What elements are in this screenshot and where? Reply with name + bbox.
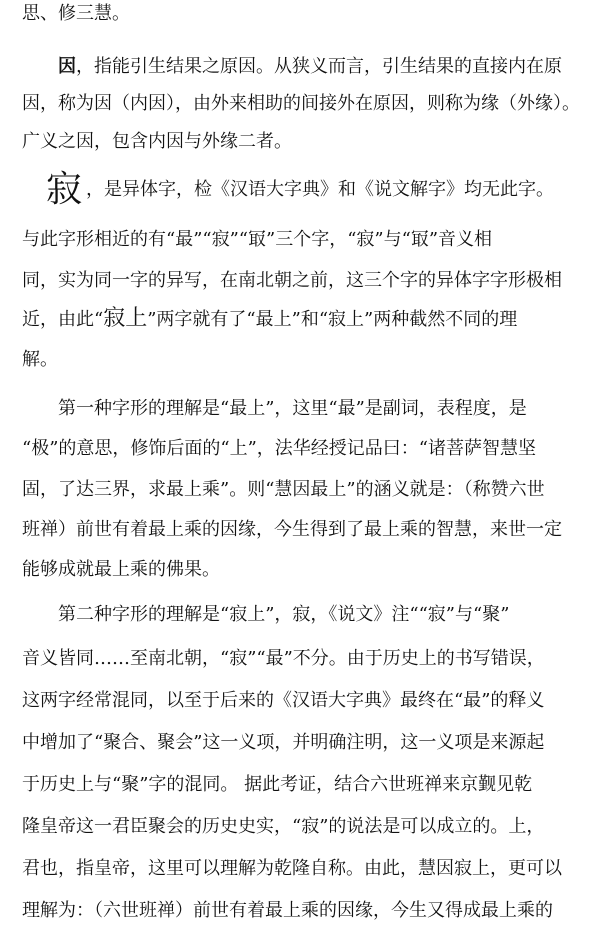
- text-line: 同，实为同一字的异写，在南北朝之前，这三个字的异体字字形极相: [22, 270, 562, 291]
- variant-character-line: [22, 169, 585, 210]
- variant-character-glyph: 寂: [46, 169, 83, 210]
- text-line: 因，称为因（内因），由外来相助的间接外在原因，则称为缘（外缘）。: [22, 93, 580, 114]
- text-line: 能够成就最上乘的佛果。: [22, 559, 220, 580]
- text-line: 固，了达三界，求最上乘”。则“慧因最上”的涵义就是：（称赞六世: [22, 479, 545, 500]
- text-line: 隆皇帝这一君臣聚会的历史史实，“寂”的说法是可以成立的。上，: [22, 816, 545, 837]
- text-line: 第二种字形的理解是“寂上”，寂，《说文》注““寂”与“聚”: [58, 604, 510, 625]
- bold-term-yin: 因: [58, 56, 76, 77]
- text-segment: 近，由此“: [22, 309, 104, 330]
- text-line: 解。: [22, 349, 58, 370]
- text-line: 于历史上与“聚”字的混同。 据此考证，结合六世班禅来京觐见乾: [22, 774, 533, 795]
- text-line: 广义之因，包含内因与外缘二者。: [22, 131, 292, 152]
- text-line: 君也，指皇帝，这里可以理解为乾隆自称。由此，慧因寂上，更可以: [22, 858, 562, 879]
- text-line: “极”的意思，修饰后面的“上”，法华经授记品曰：“诸菩萨智慧坚: [22, 438, 537, 459]
- paragraph-yin-line: [22, 55, 585, 79]
- text-line: 音义皆同……至南北朝，“寂”“最”不分。由于历史上的书写错误，: [22, 648, 545, 669]
- text-line: 思、修三慧。: [22, 3, 130, 24]
- text-line-rest: ，是异体字，检《汉语大字典》和《说文解字》均无此字。: [86, 179, 555, 200]
- text-line: 中增加了“聚合、聚会”这一义项，并明确注明，这一义项是来源起: [22, 732, 545, 753]
- inline-variant-glyph: 寂上: [103, 306, 148, 331]
- text-line-rest: ，指能引生结果之原因。从狭义而言，引生结果的直接内在原: [76, 56, 562, 77]
- text-line: 与此字形相近的有“最”“寂”“冣”三个字，“寂”与“冣”音义相: [22, 229, 493, 250]
- text-segment: ”两字就有了“最上”和“寂上”两种截然不同的理: [147, 309, 518, 330]
- text-line: 班禅）前世有着最上乘的因缘，今生得到了最上乘的智慧，来世一定: [22, 519, 562, 540]
- text-line: 第一种字形的理解是“最上”，这里“最”是副词，表程度，是: [58, 398, 527, 419]
- text-line: 这两字经常混同，以至于后来的《汉语大字典》最终在“最”的释义: [22, 690, 545, 711]
- text-line: [22, 307, 585, 332]
- text-line: 理解为：（六世班禅）前世有着最上乘的因缘，今生又得成最上乘的: [22, 900, 553, 921]
